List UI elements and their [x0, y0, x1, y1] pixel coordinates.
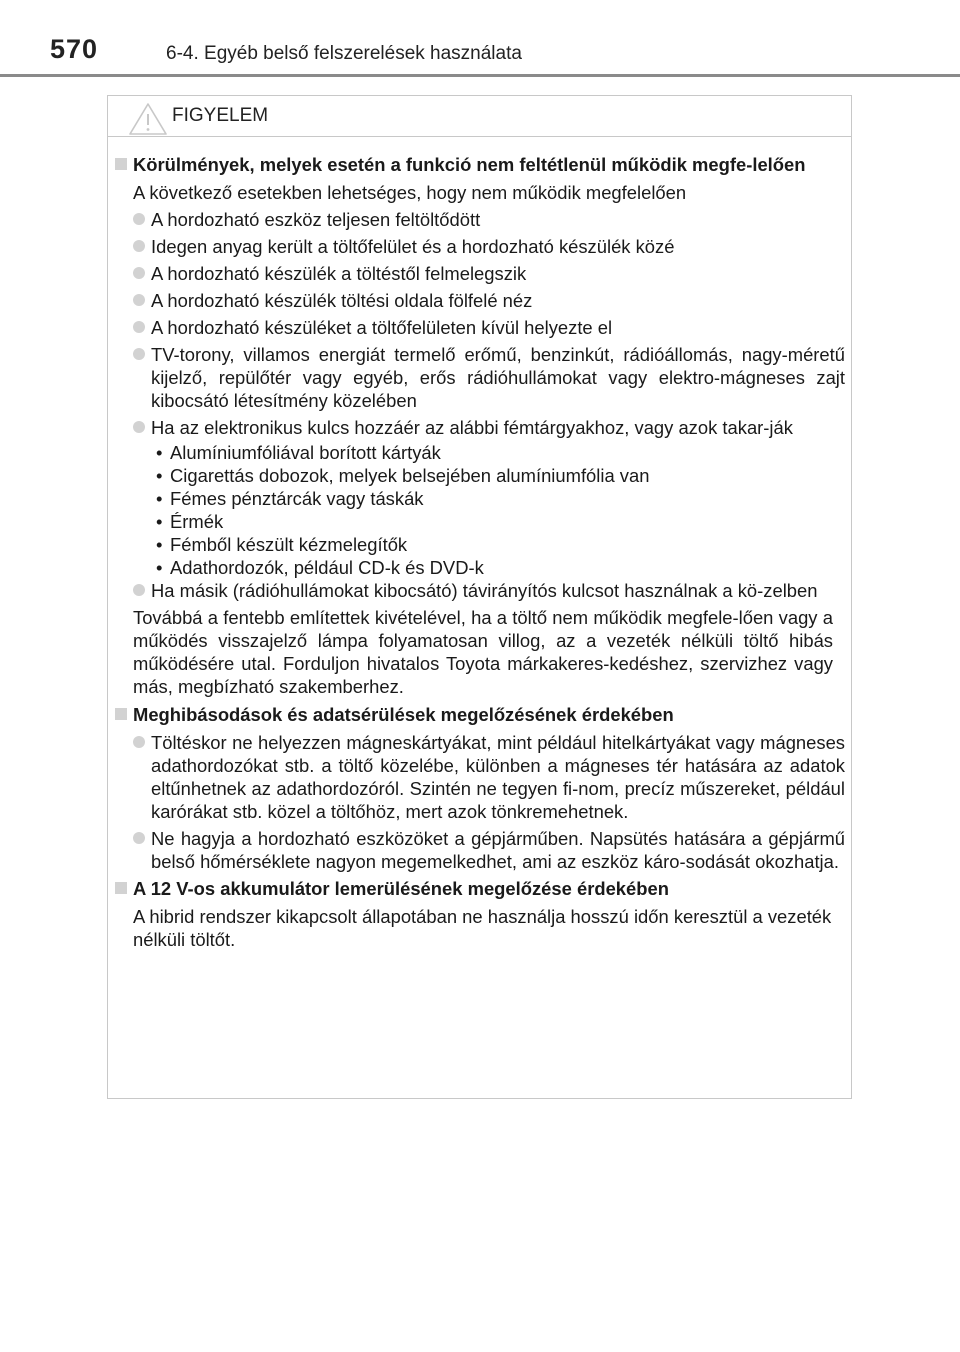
round-bullet-icon — [133, 267, 145, 279]
round-bullet-icon — [133, 213, 145, 225]
page-number: 570 — [50, 34, 99, 64]
list-item-text: A hordozható készüléket a töltőfelületen kívül helyezte el — [151, 317, 613, 338]
list-item-text: Ha másik (rádióhullámokat kibocsátó) távirányítós kulcsot használnak a kö-zelben — [151, 580, 818, 601]
round-bullet-icon — [133, 736, 145, 748]
list-item-text: A hordozható eszköz teljesen feltöltődött — [151, 209, 481, 230]
sub-list-item-text: Fémből készült kézmelegítők — [170, 534, 408, 555]
round-bullet-icon — [133, 240, 145, 252]
sub-list-item — [112, 487, 845, 510]
dot-marker: • — [156, 442, 163, 463]
sub-list-item — [112, 441, 845, 464]
closing-paragraph: Továbbá a fentebb említettek kivételével, ha a töltő nem működik megfele-lően vagy a működés visszajelző lámpa folyamatosan villog, az a vezeték nélküli töltő hibás működésére utal. Forduljon hivatalos Toyota márkakeres-kedéshez, szervizhez vagy más, megbízható szakemberhez. — [133, 607, 833, 697]
list-item — [112, 827, 845, 873]
warning-content — [112, 153, 845, 955]
list-item — [112, 262, 845, 285]
sub-list-item — [112, 510, 845, 533]
dot-marker: • — [156, 511, 163, 532]
list-item — [112, 579, 845, 602]
sub-list-item — [112, 464, 845, 487]
square-bullet-icon — [115, 158, 127, 170]
sub-list-item — [112, 556, 845, 579]
section-heading — [112, 153, 845, 176]
round-bullet-icon — [133, 421, 145, 433]
list-item-text: Ne hagyja a hordozható eszközöket a gépjárműben. Napsütés hatására a gépjármű belső hőmérséklete nagyon megemelkedhet, ami az eszköz káro-sodását okozhatja. — [151, 828, 845, 872]
sub-list-item-text: Alumíniumfóliával borított kártyák — [170, 442, 441, 463]
section-heading-text: Meghibásodások és adatsérülések megelőzésének érdekében — [133, 704, 674, 725]
warning-label: FIGYELEM — [172, 105, 269, 126]
sub-list-item — [112, 533, 845, 556]
list-item — [112, 208, 845, 231]
body-paragraph: A hibrid rendszer kikapcsolt állapotában ne használja hosszú időn keresztül a vezeték nélküli töltőt. — [133, 906, 832, 950]
round-bullet-icon — [133, 294, 145, 306]
sub-list-item-text: Cigarettás dobozok, melyek belsejében alumíniumfólia van — [170, 465, 650, 486]
square-bullet-icon — [115, 882, 127, 894]
list-item — [112, 343, 845, 412]
round-bullet-icon — [133, 584, 145, 596]
sub-list-item-text: Adathordozók, például CD-k és DVD-k — [170, 557, 484, 578]
list-item-text: Töltéskor ne helyezzen mágneskártyákat, mint például hitelkártyákat vagy mágneses adathordozókat stb. a töltő közelébe, különben a mágneses tér hatására az adatok eltűnhetnek az adathordozóról. Szintén ne tegyen fi-nom, precíz műszereket, például karórákat stb. közel a töltőhöz, mert azok tönkremehetnek. — [151, 732, 845, 822]
dot-marker: • — [156, 465, 163, 486]
header-rule — [0, 74, 960, 77]
section-heading — [112, 703, 845, 726]
square-bullet-icon — [115, 708, 127, 720]
list-item-text: A hordozható készülék a töltéstől felmelegszik — [151, 263, 527, 284]
warning-header — [108, 96, 851, 136]
section-heading-text: Körülmények, melyek esetén a funkció nem feltétlenül működik megfe-lelően — [133, 154, 806, 175]
warning-separator — [108, 136, 851, 137]
list-item — [112, 731, 845, 823]
list-item — [112, 235, 845, 258]
sub-list-item-text: Fémes pénztárcák vagy táskák — [170, 488, 424, 509]
section-heading — [112, 877, 845, 900]
round-bullet-icon — [133, 348, 145, 360]
list-item — [112, 316, 845, 339]
sub-list-item-text: Érmék — [170, 511, 224, 532]
dot-marker: • — [156, 488, 163, 509]
section-heading-text: A 12 V-os akkumulátor lemerülésének megelőzése érdekében — [133, 878, 669, 899]
list-item-text: A hordozható készülék töltési oldala fölfelé néz — [151, 290, 533, 311]
list-item — [112, 416, 845, 439]
list-item-text: Idegen anyag került a töltőfelület és a hordozható készülék közé — [151, 236, 675, 257]
intro-paragraph: A következő esetekben lehetséges, hogy nem működik megfelelően — [133, 182, 687, 203]
list-item-text: TV-torony, villamos energiát termelő erőmű, benzinkút, rádióállomás, nagy-méretű kijelző, repülőtér vagy egyéb, erős rádióhullámokat vagy elektro-mágneses zajt kibocsátó létesítmény közelében — [151, 344, 845, 411]
round-bullet-icon — [133, 321, 145, 333]
list-item — [112, 289, 845, 312]
section-title: 6-4. Egyéb belső felszerelések használata — [166, 43, 522, 64]
round-bullet-icon — [133, 832, 145, 844]
sub-list — [112, 441, 845, 579]
dot-marker: • — [156, 534, 163, 555]
warning-triangle-icon — [128, 102, 168, 136]
page-header — [0, 0, 960, 80]
warning-box — [107, 95, 852, 1099]
list-item-text: Ha az elektronikus kulcs hozzáér az alábbi fémtárgyakhoz, vagy azok takar-ják — [151, 417, 793, 438]
dot-marker: • — [156, 557, 163, 578]
